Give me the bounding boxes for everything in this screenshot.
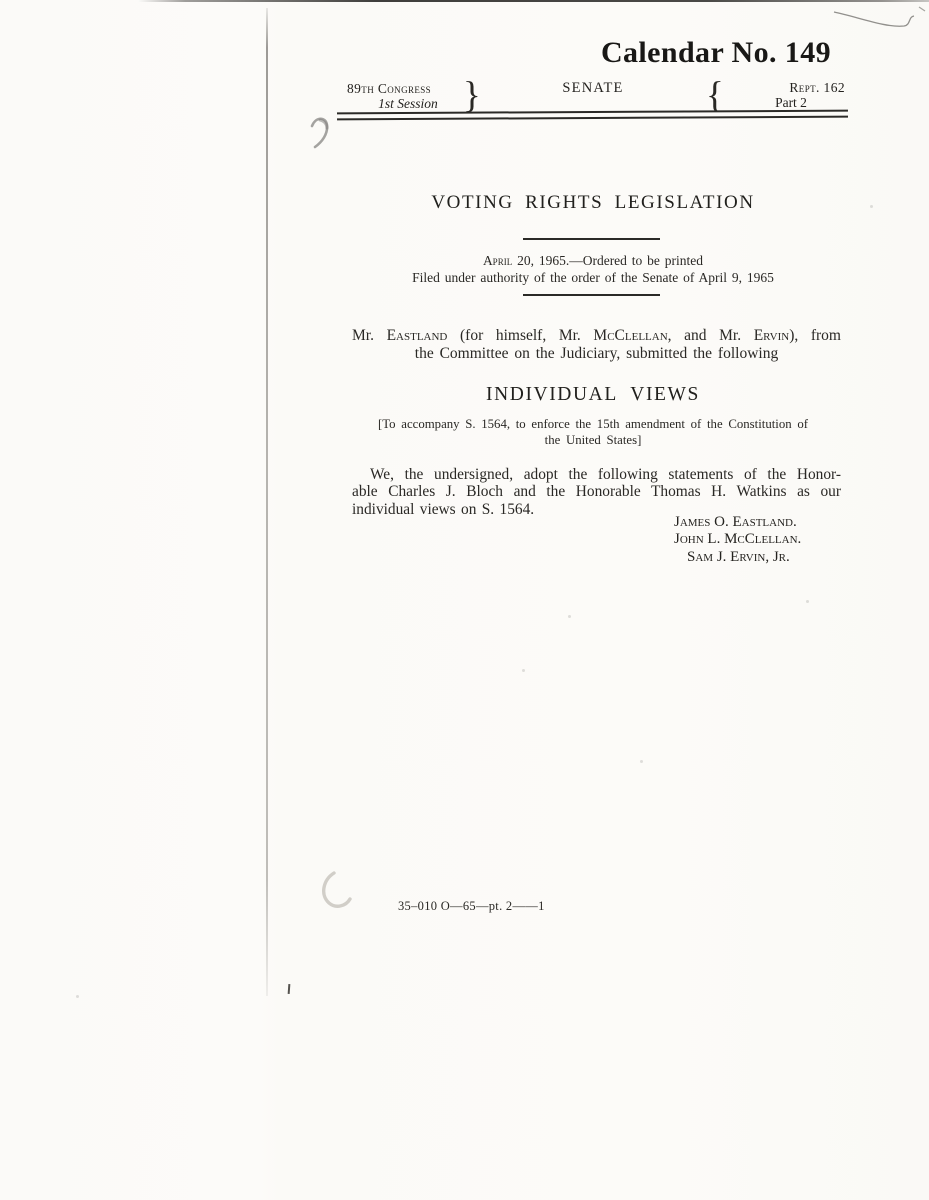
body-line-1: We, the undersigned, adopt the following statements of the Honor- [370, 466, 841, 483]
session-line: 1st Session [378, 96, 438, 111]
dust-speck [806, 600, 809, 603]
order-date-line: April 20, 1965.—Ordered to be printed [482, 253, 704, 268]
signature-block [674, 514, 801, 566]
dust-speck [76, 995, 79, 998]
signature-mcclellan: John L. McClellan. [674, 531, 802, 548]
chamber-name: SENATE [562, 80, 624, 96]
accompany-line-2: the United States] [544, 432, 642, 447]
calendar-number: Calendar No. 149 [600, 36, 831, 69]
crescent-mark-artifact [312, 868, 362, 918]
accompany-note [345, 417, 841, 448]
right-brace-glyph: { [706, 75, 724, 116]
top-edge-scan-line [138, 0, 929, 2]
body-paragraph [352, 466, 841, 518]
report-number: Rept. 162 [789, 80, 845, 95]
dust-speck [522, 669, 525, 672]
body-line-2: able Charles J. Bloch and the Honorable Thomas H. Watkins as our [352, 483, 841, 501]
submission-paragraph [352, 327, 841, 362]
report-part: Part 2 [775, 95, 807, 110]
separator-rule-bottom [523, 294, 660, 296]
congress-line: 89th Congress [347, 81, 432, 96]
document-title: VOTING RIGHTS LEGISLATION [431, 192, 755, 213]
scratch-mark-artifact [828, 2, 928, 42]
report-number-block [737, 80, 845, 110]
page-spine-scan-line [266, 8, 268, 996]
section-heading: INDIVIDUAL VIEWS [485, 384, 701, 405]
dust-speck [568, 615, 571, 618]
dust-speck [640, 760, 643, 763]
body-line-3: individual views on S. 1564. [352, 500, 535, 518]
print-office-code: 35–010 O—65—pt. 2——1 [398, 899, 545, 913]
filed-authority-line: Filed under authority of the order of the Senate of April 9, 1965 [412, 270, 774, 285]
comma-smudge-artifact [300, 106, 342, 156]
accompany-line-1: [To accompany S. 1564, to enforce the 15th amendment of the Constitution of [378, 417, 808, 431]
submission-line-2: the Committee on the Judiciary, submitted the following [414, 344, 779, 362]
tick-mark-artifact [288, 984, 291, 994]
dust-speck [870, 205, 873, 208]
separator-rule-top [523, 238, 660, 240]
left-brace-glyph: } [463, 75, 481, 116]
submission-line-1: Mr. Eastland (for himself, Mr. McClellan, and Mr. Ervin), from [352, 327, 841, 344]
masthead-double-rule [337, 110, 848, 121]
signature-eastland: James O. Eastland. [674, 514, 797, 530]
signature-ervin: Sam J. Ervin, Jr. [687, 548, 790, 565]
